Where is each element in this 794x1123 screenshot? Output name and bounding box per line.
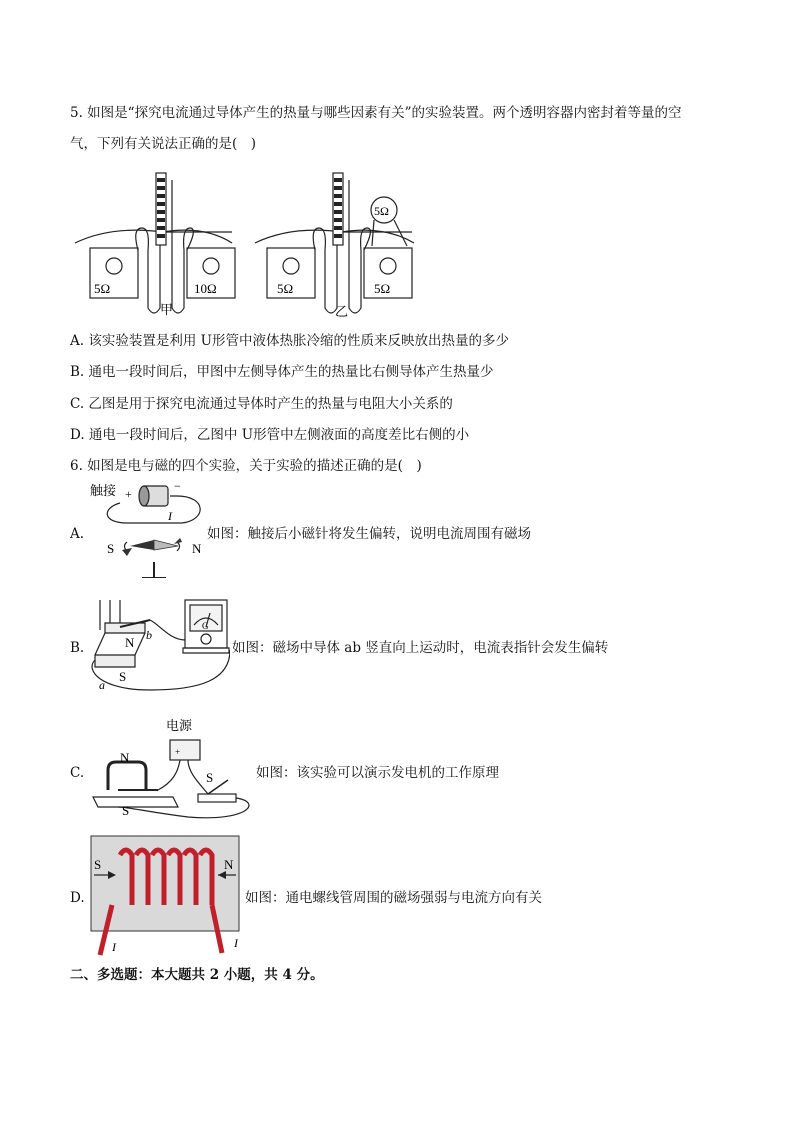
- q5-figure: [72, 168, 432, 318]
- q6-d-figure: [90, 835, 240, 960]
- q5-option-d: D. 通电一段时间后，乙图中 U形管中左侧液面的高度差比右侧的小: [70, 427, 470, 443]
- q6-d-current-in: I: [112, 940, 116, 954]
- q6-c-figure: [88, 712, 253, 822]
- q5-stem-line2: 气，下列有关说法正确的是( ): [70, 136, 257, 152]
- q6-c-power-label: 电源: [166, 719, 193, 734]
- q6-c-south: S: [122, 803, 130, 818]
- q6-b-label: B.: [70, 640, 85, 656]
- q6-d-south: S: [94, 857, 102, 872]
- q5-mid2-resistor: 5Ω: [374, 281, 391, 296]
- q6-stem: 6. 如图是电与磁的四个实验，关于实验的描述正确的是( ): [70, 458, 422, 474]
- q5-top-resistor: 5Ω: [374, 204, 389, 218]
- q5-caption-yi: 乙: [335, 305, 349, 318]
- q6-b-north: N: [125, 635, 135, 650]
- q6-c-label: C.: [70, 765, 85, 781]
- q6-a-figure: [82, 478, 207, 578]
- q5-option-b: B. 通电一段时间后，甲图中左侧导体产生的热量比右侧导体产生热量少: [70, 364, 494, 380]
- q6-b-b: b: [146, 628, 152, 642]
- section-title: 二、多选题：本大题共 2 小题，共 4 分。: [70, 967, 324, 983]
- q6-a-label: A.: [70, 526, 85, 542]
- q6-b-south: S: [119, 669, 127, 684]
- q6-a-plus: +: [125, 487, 132, 501]
- q5-option-a: A. 该实验装置是利用 U形管中液体热胀冷缩的性质来反映放出热量的多少: [70, 333, 509, 349]
- q6-c-switch-s: S: [206, 770, 214, 785]
- q6-c-text: 如图：该实验可以演示发电机的工作原理: [256, 765, 499, 781]
- q6-c-north: N: [120, 750, 130, 765]
- q5-right-resistor: 10Ω: [194, 281, 217, 296]
- q6-a-touch-label: 触接: [90, 484, 117, 499]
- q6-c-power-sign: +: [175, 747, 181, 757]
- q6-b-a: a: [99, 678, 105, 692]
- q5-stem-line1: 5. 如图是“探究电流通过导体产生的热量与哪些因素有关”的实验装置。两个透明容器内密封着等量的空: [70, 105, 682, 121]
- q6-d-text: 如图：通电螺线管周围的磁场强弱与电流方向有关: [245, 890, 542, 906]
- q6-b-figure: [90, 595, 230, 695]
- q6-d-label: D.: [70, 890, 85, 906]
- q6-b-galvanometer: G: [202, 621, 209, 631]
- q6-a-north: N: [192, 541, 202, 556]
- q6-d-north: N: [224, 857, 234, 872]
- q6-d-current-out: I: [234, 936, 238, 950]
- q6-a-text: 如图：触接后小磁针将发生偏转，说明电流周围有磁场: [207, 526, 531, 542]
- q5-left-resistor: 5Ω: [94, 281, 111, 296]
- q6-a-minus: −: [174, 479, 181, 493]
- q5-caption-jia: 甲: [160, 303, 174, 318]
- q6-b-text: 如图：磁场中导体 ab 竖直向上运动时，电流表指针会发生偏转: [232, 640, 609, 656]
- q6-a-current: I: [168, 509, 172, 523]
- q6-a-south: S: [107, 541, 115, 556]
- q5-option-c: C. 乙图是用于探究电流通过导体时产生的热量与电阻大小关系的: [70, 396, 453, 412]
- q5-mid-resistor: 5Ω: [277, 281, 294, 296]
